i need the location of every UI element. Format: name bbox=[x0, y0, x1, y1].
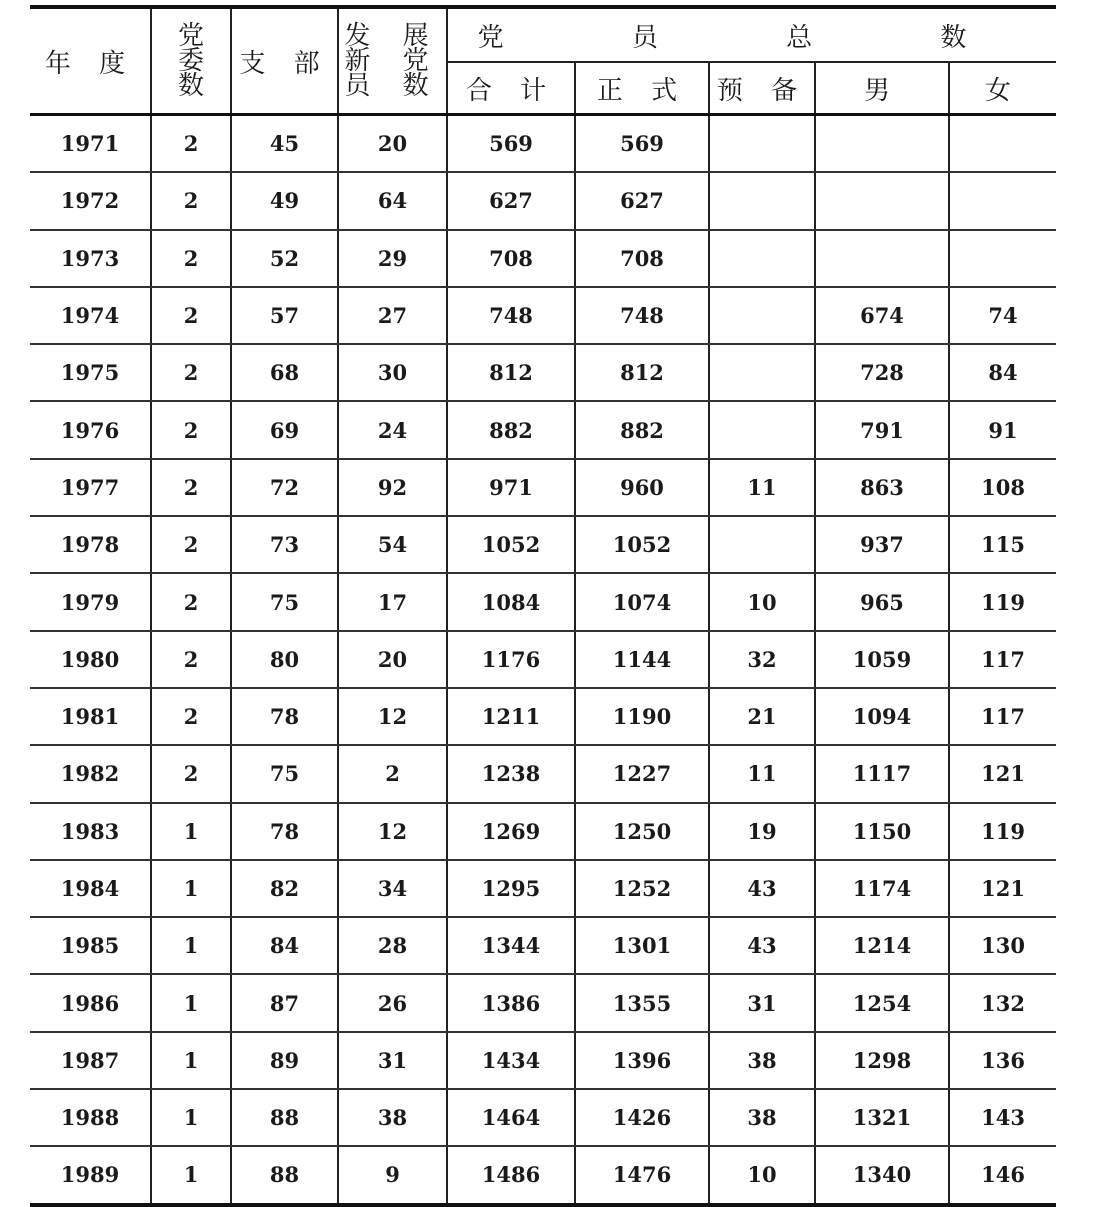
cell-committees: 2 bbox=[151, 573, 231, 630]
table-row bbox=[30, 631, 1056, 688]
cell-total: 1464 bbox=[447, 1089, 575, 1146]
table-row bbox=[30, 287, 1056, 344]
col-header-total: 合 计 bbox=[447, 62, 575, 115]
cell-formal: 1190 bbox=[575, 688, 709, 745]
party-membership-table-container bbox=[30, 5, 1056, 1207]
cell-committees: 2 bbox=[151, 745, 231, 802]
cell-formal: 960 bbox=[575, 459, 709, 516]
cell-year: 1981 bbox=[30, 688, 151, 745]
cell-formal: 1144 bbox=[575, 631, 709, 688]
cell-male bbox=[815, 115, 949, 173]
cell-male: 728 bbox=[815, 344, 949, 401]
cell-total: 1295 bbox=[447, 860, 575, 917]
cell-prob bbox=[709, 401, 815, 458]
table-row bbox=[30, 1089, 1056, 1146]
cell-female bbox=[949, 172, 1056, 229]
cell-male: 1117 bbox=[815, 745, 949, 802]
cell-year: 1983 bbox=[30, 803, 151, 860]
cell-female: 108 bbox=[949, 459, 1056, 516]
cell-formal: 882 bbox=[575, 401, 709, 458]
cell-committees: 1 bbox=[151, 803, 231, 860]
cell-committees: 2 bbox=[151, 459, 231, 516]
col-header-branches: 支 部 bbox=[231, 7, 338, 115]
cell-new: 28 bbox=[338, 917, 447, 974]
cell-total: 1344 bbox=[447, 917, 575, 974]
table-row bbox=[30, 1032, 1056, 1089]
cell-total: 971 bbox=[447, 459, 575, 516]
cell-committees: 2 bbox=[151, 401, 231, 458]
cell-branches: 78 bbox=[231, 688, 338, 745]
table-row bbox=[30, 803, 1056, 860]
cell-male: 1059 bbox=[815, 631, 949, 688]
cell-total: 1486 bbox=[447, 1146, 575, 1204]
cell-committees: 2 bbox=[151, 688, 231, 745]
cell-branches: 52 bbox=[231, 230, 338, 287]
cell-new: 20 bbox=[338, 115, 447, 173]
cell-year: 1975 bbox=[30, 344, 151, 401]
cell-branches: 69 bbox=[231, 401, 338, 458]
cell-branches: 88 bbox=[231, 1146, 338, 1204]
cell-year: 1989 bbox=[30, 1146, 151, 1204]
col-header-committees bbox=[151, 7, 231, 115]
cell-branches: 49 bbox=[231, 172, 338, 229]
cell-year: 1972 bbox=[30, 172, 151, 229]
cell-prob bbox=[709, 516, 815, 573]
cell-female: 74 bbox=[949, 287, 1056, 344]
cell-female: 115 bbox=[949, 516, 1056, 573]
cell-female bbox=[949, 230, 1056, 287]
cell-branches: 73 bbox=[231, 516, 338, 573]
cell-prob: 19 bbox=[709, 803, 815, 860]
cell-formal: 1426 bbox=[575, 1089, 709, 1146]
cell-formal: 1301 bbox=[575, 917, 709, 974]
table-row bbox=[30, 745, 1056, 802]
cell-male: 674 bbox=[815, 287, 949, 344]
cell-prob bbox=[709, 344, 815, 401]
col-header-male: 男 bbox=[815, 62, 949, 115]
cell-formal: 708 bbox=[575, 230, 709, 287]
cell-female: 121 bbox=[949, 860, 1056, 917]
cell-year: 1986 bbox=[30, 974, 151, 1031]
table-row bbox=[30, 1146, 1056, 1204]
cell-female: 119 bbox=[949, 573, 1056, 630]
cell-total: 627 bbox=[447, 172, 575, 229]
col-header-new-members bbox=[338, 7, 447, 115]
cell-committees: 1 bbox=[151, 1032, 231, 1089]
cell-year: 1978 bbox=[30, 516, 151, 573]
table-body bbox=[30, 115, 1056, 1205]
cell-new: 31 bbox=[338, 1032, 447, 1089]
cell-formal: 1355 bbox=[575, 974, 709, 1031]
cell-formal: 748 bbox=[575, 287, 709, 344]
cell-new: 2 bbox=[338, 745, 447, 802]
cell-female: 146 bbox=[949, 1146, 1056, 1204]
cell-female: 117 bbox=[949, 688, 1056, 745]
cell-prob bbox=[709, 287, 815, 344]
cell-committees: 1 bbox=[151, 1089, 231, 1146]
cell-committees: 2 bbox=[151, 516, 231, 573]
cell-branches: 75 bbox=[231, 573, 338, 630]
cell-male: 1214 bbox=[815, 917, 949, 974]
cell-new: 24 bbox=[338, 401, 447, 458]
table-row bbox=[30, 688, 1056, 745]
cell-committees: 1 bbox=[151, 1146, 231, 1204]
col-header-probationary: 预 备 bbox=[709, 62, 815, 115]
cell-male: 1094 bbox=[815, 688, 949, 745]
cell-new: 26 bbox=[338, 974, 447, 1031]
cell-prob: 11 bbox=[709, 459, 815, 516]
cell-new: 64 bbox=[338, 172, 447, 229]
cell-prob bbox=[709, 230, 815, 287]
cell-male: 1340 bbox=[815, 1146, 949, 1204]
cell-male: 1321 bbox=[815, 1089, 949, 1146]
cell-committees: 2 bbox=[151, 230, 231, 287]
cell-prob: 10 bbox=[709, 573, 815, 630]
cell-total: 1386 bbox=[447, 974, 575, 1031]
cell-new: 12 bbox=[338, 803, 447, 860]
cell-prob: 21 bbox=[709, 688, 815, 745]
cell-female: 91 bbox=[949, 401, 1056, 458]
cell-year: 1984 bbox=[30, 860, 151, 917]
cell-year: 1971 bbox=[30, 115, 151, 173]
col-header-committees-line1: 党 bbox=[177, 20, 204, 51]
party-membership-table bbox=[30, 5, 1056, 1207]
cell-branches: 88 bbox=[231, 1089, 338, 1146]
col-group-header-total-members: 党 员 总 数 bbox=[447, 7, 1056, 62]
cell-prob: 32 bbox=[709, 631, 815, 688]
col-header-female: 女 bbox=[949, 62, 1056, 115]
cell-year: 1976 bbox=[30, 401, 151, 458]
cell-formal: 1252 bbox=[575, 860, 709, 917]
cell-year: 1977 bbox=[30, 459, 151, 516]
cell-formal: 627 bbox=[575, 172, 709, 229]
table-row bbox=[30, 401, 1056, 458]
cell-new: 92 bbox=[338, 459, 447, 516]
cell-total: 1434 bbox=[447, 1032, 575, 1089]
cell-branches: 89 bbox=[231, 1032, 338, 1089]
cell-male: 1174 bbox=[815, 860, 949, 917]
cell-male: 1298 bbox=[815, 1032, 949, 1089]
cell-year: 1987 bbox=[30, 1032, 151, 1089]
cell-female: 119 bbox=[949, 803, 1056, 860]
cell-branches: 87 bbox=[231, 974, 338, 1031]
cell-branches: 75 bbox=[231, 745, 338, 802]
table-row bbox=[30, 344, 1056, 401]
table-row bbox=[30, 115, 1056, 173]
cell-new: 27 bbox=[338, 287, 447, 344]
cell-formal: 1250 bbox=[575, 803, 709, 860]
cell-prob: 38 bbox=[709, 1089, 815, 1146]
cell-branches: 57 bbox=[231, 287, 338, 344]
table-row bbox=[30, 860, 1056, 917]
cell-prob: 10 bbox=[709, 1146, 815, 1204]
cell-male: 937 bbox=[815, 516, 949, 573]
cell-year: 1985 bbox=[30, 917, 151, 974]
cell-committees: 2 bbox=[151, 344, 231, 401]
cell-formal: 1074 bbox=[575, 573, 709, 630]
cell-total: 882 bbox=[447, 401, 575, 458]
cell-male: 1150 bbox=[815, 803, 949, 860]
cell-committees: 2 bbox=[151, 287, 231, 344]
cell-female: 121 bbox=[949, 745, 1056, 802]
cell-new: 34 bbox=[338, 860, 447, 917]
cell-year: 1980 bbox=[30, 631, 151, 688]
cell-formal: 1227 bbox=[575, 745, 709, 802]
cell-female: 132 bbox=[949, 974, 1056, 1031]
cell-new: 38 bbox=[338, 1089, 447, 1146]
cell-branches: 84 bbox=[231, 917, 338, 974]
cell-committees: 1 bbox=[151, 917, 231, 974]
cell-male bbox=[815, 172, 949, 229]
cell-prob: 38 bbox=[709, 1032, 815, 1089]
cell-total: 1238 bbox=[447, 745, 575, 802]
cell-male bbox=[815, 230, 949, 287]
cell-total: 569 bbox=[447, 115, 575, 173]
table-row bbox=[30, 459, 1056, 516]
cell-total: 748 bbox=[447, 287, 575, 344]
cell-year: 1988 bbox=[30, 1089, 151, 1146]
cell-branches: 78 bbox=[231, 803, 338, 860]
cell-prob: 43 bbox=[709, 917, 815, 974]
cell-committees: 1 bbox=[151, 860, 231, 917]
cell-total: 708 bbox=[447, 230, 575, 287]
table-row bbox=[30, 230, 1056, 287]
cell-formal: 812 bbox=[575, 344, 709, 401]
cell-total: 812 bbox=[447, 344, 575, 401]
cell-formal: 1396 bbox=[575, 1032, 709, 1089]
col-header-new-line2: 新 党 bbox=[344, 45, 441, 76]
cell-branches: 82 bbox=[231, 860, 338, 917]
cell-prob bbox=[709, 115, 815, 173]
cell-new: 54 bbox=[338, 516, 447, 573]
cell-total: 1211 bbox=[447, 688, 575, 745]
cell-prob: 31 bbox=[709, 974, 815, 1031]
cell-female bbox=[949, 115, 1056, 173]
cell-female: 136 bbox=[949, 1032, 1056, 1089]
cell-formal: 569 bbox=[575, 115, 709, 173]
cell-prob: 43 bbox=[709, 860, 815, 917]
cell-committees: 1 bbox=[151, 974, 231, 1031]
cell-branches: 68 bbox=[231, 344, 338, 401]
cell-committees: 2 bbox=[151, 115, 231, 173]
col-header-new-line3: 员 数 bbox=[344, 70, 441, 101]
col-header-new-line1: 发 展 bbox=[344, 20, 441, 51]
cell-year: 1982 bbox=[30, 745, 151, 802]
col-header-formal: 正 式 bbox=[575, 62, 709, 115]
cell-female: 143 bbox=[949, 1089, 1056, 1146]
cell-year: 1979 bbox=[30, 573, 151, 630]
cell-branches: 45 bbox=[231, 115, 338, 173]
cell-male: 791 bbox=[815, 401, 949, 458]
table-row bbox=[30, 974, 1056, 1031]
cell-new: 9 bbox=[338, 1146, 447, 1204]
cell-new: 29 bbox=[338, 230, 447, 287]
cell-prob: 11 bbox=[709, 745, 815, 802]
cell-formal: 1052 bbox=[575, 516, 709, 573]
cell-total: 1176 bbox=[447, 631, 575, 688]
cell-new: 12 bbox=[338, 688, 447, 745]
cell-new: 30 bbox=[338, 344, 447, 401]
table-row bbox=[30, 172, 1056, 229]
col-header-committees-line2: 委 bbox=[177, 45, 204, 76]
cell-female: 130 bbox=[949, 917, 1056, 974]
cell-branches: 72 bbox=[231, 459, 338, 516]
col-header-committees-line3: 数 bbox=[177, 70, 204, 101]
cell-new: 20 bbox=[338, 631, 447, 688]
table-row bbox=[30, 917, 1056, 974]
cell-committees: 2 bbox=[151, 172, 231, 229]
cell-year: 1973 bbox=[30, 230, 151, 287]
cell-new: 17 bbox=[338, 573, 447, 630]
cell-formal: 1476 bbox=[575, 1146, 709, 1204]
cell-total: 1084 bbox=[447, 573, 575, 630]
cell-branches: 80 bbox=[231, 631, 338, 688]
table-row bbox=[30, 516, 1056, 573]
cell-committees: 2 bbox=[151, 631, 231, 688]
table-row bbox=[30, 573, 1056, 630]
cell-male: 1254 bbox=[815, 974, 949, 1031]
header-row-1 bbox=[30, 7, 1056, 62]
cell-female: 117 bbox=[949, 631, 1056, 688]
cell-total: 1052 bbox=[447, 516, 575, 573]
cell-male: 965 bbox=[815, 573, 949, 630]
cell-year: 1974 bbox=[30, 287, 151, 344]
cell-female: 84 bbox=[949, 344, 1056, 401]
cell-prob bbox=[709, 172, 815, 229]
col-header-year: 年 度 bbox=[30, 7, 151, 115]
cell-male: 863 bbox=[815, 459, 949, 516]
cell-total: 1269 bbox=[447, 803, 575, 860]
